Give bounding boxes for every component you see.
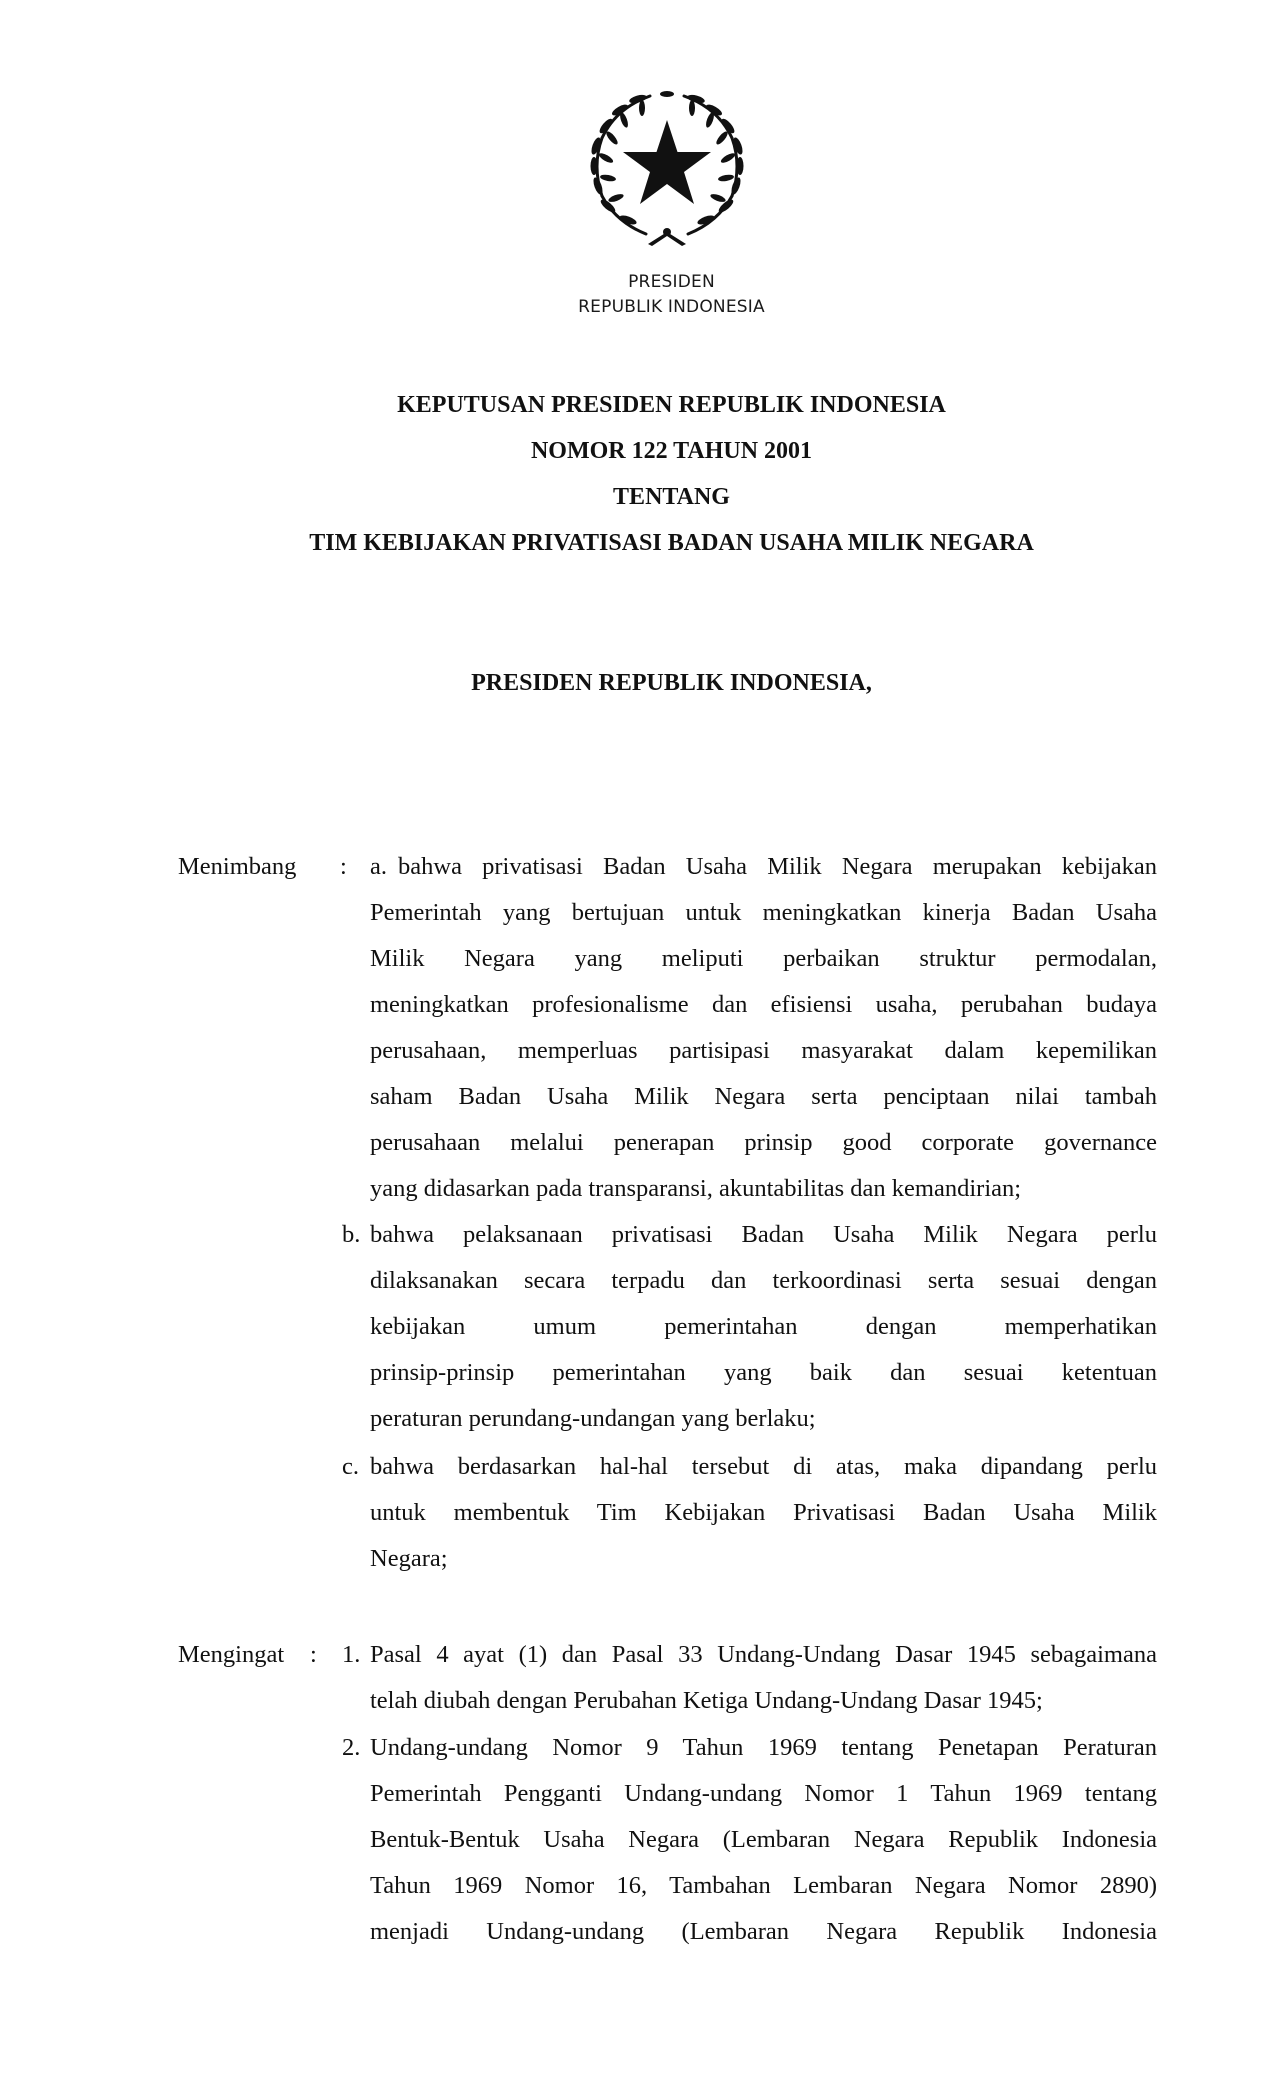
item-line: Pemerintah Pengganti Undang-undang Nomor 1 Tahun 1969 tentang xyxy=(370,1780,1157,1807)
item-line: saham Badan Usaha Milik Negara serta penciptaan nilai tambah xyxy=(370,1083,1157,1110)
item-line: bahwa privatisasi Badan Usaha Milik Negara merupakan kebijakan xyxy=(398,853,1157,880)
menimbang-label: Menimbang xyxy=(178,853,297,880)
item-line: Negara; xyxy=(370,1545,448,1572)
item-line: kebijakan umum pemerintahan dengan memperhatikan xyxy=(370,1313,1157,1340)
item-line: untuk membentuk Tim Kebijakan Privatisasi Badan Usaha Milik xyxy=(370,1499,1157,1526)
item-line: bahwa berdasarkan hal-hal tersebut di atas, maka dipandang perlu xyxy=(370,1453,1157,1480)
decree-number: NOMOR 122 TAHUN 2001 xyxy=(530,438,813,464)
item-line: Bentuk-Bentuk Usaha Negara (Lembaran Negara Republik Indonesia xyxy=(370,1826,1157,1853)
item-line: Tahun 1969 Nomor 16, Tambahan Lembaran Negara Nomor 2890) xyxy=(370,1872,1157,1899)
item-marker: 2. xyxy=(342,1734,361,1761)
issuer-heading: PRESIDEN REPUBLIK INDONESIA, xyxy=(471,670,872,696)
item-line: bahwa pelaksanaan privatisasi Badan Usaha Milik Negara perlu xyxy=(370,1221,1157,1248)
item-line: prinsip-prinsip pemerintahan yang baik dan sesuai ketentuan xyxy=(370,1359,1157,1386)
item-marker: c. xyxy=(342,1453,359,1480)
item-marker: b. xyxy=(342,1221,361,1248)
emblem-label-presiden: PRESIDEN xyxy=(628,272,715,292)
item-line: Undang-undang Nomor 9 Tahun 1969 tentang Penetapan Peraturan xyxy=(370,1734,1157,1761)
emblem-label-republik-indonesia: REPUBLIK INDONESIA xyxy=(578,297,765,317)
decree-subject: TIM KEBIJAKAN PRIVATISASI BADAN USAHA MILIK NEGARA xyxy=(309,530,1034,556)
item-marker: 1. xyxy=(342,1641,361,1668)
decree-title: KEPUTUSAN PRESIDEN REPUBLIK INDONESIA xyxy=(397,392,946,418)
item-line: Pasal 4 ayat (1) dan Pasal 33 Undang-Undang Dasar 1945 sebagaimana xyxy=(370,1641,1157,1668)
item-line: perusahaan, memperluas partisipasi masyarakat dalam kepemilikan xyxy=(370,1037,1157,1064)
item-line: peraturan perundang-undangan yang berlaku; xyxy=(370,1405,816,1432)
item-line: Pemerintah yang bertujuan untuk meningkatkan kinerja Badan Usaha xyxy=(370,899,1157,926)
item-line: menjadi Undang-undang (Lembaran Negara Republik Indonesia xyxy=(370,1918,1157,1945)
item-line: yang didasarkan pada transparansi, akuntabilitas dan kemandirian; xyxy=(370,1175,1022,1202)
menimbang-colon: : xyxy=(340,853,347,880)
presidential-emblem xyxy=(586,86,748,248)
item-line: Milik Negara yang meliputi perbaikan struktur permodalan, xyxy=(370,945,1157,972)
mengingat-colon: : xyxy=(310,1641,317,1668)
item-line: meningkatkan profesionalisme dan efisiensi usaha, perubahan budaya xyxy=(370,991,1157,1018)
item-marker: a. xyxy=(370,853,387,880)
item-line: perusahaan melalui penerapan prinsip good corporate governance xyxy=(370,1129,1157,1156)
mengingat-label: Mengingat xyxy=(178,1641,285,1668)
garuda-star-wreath-icon xyxy=(586,86,748,248)
decree-tentang: TENTANG xyxy=(613,484,730,510)
item-line: dilaksanakan secara terpadu dan terkoordinasi serta sesuai dengan xyxy=(370,1267,1157,1294)
item-line: telah diubah dengan Perubahan Ketiga Undang-Undang Dasar 1945; xyxy=(370,1687,1043,1714)
